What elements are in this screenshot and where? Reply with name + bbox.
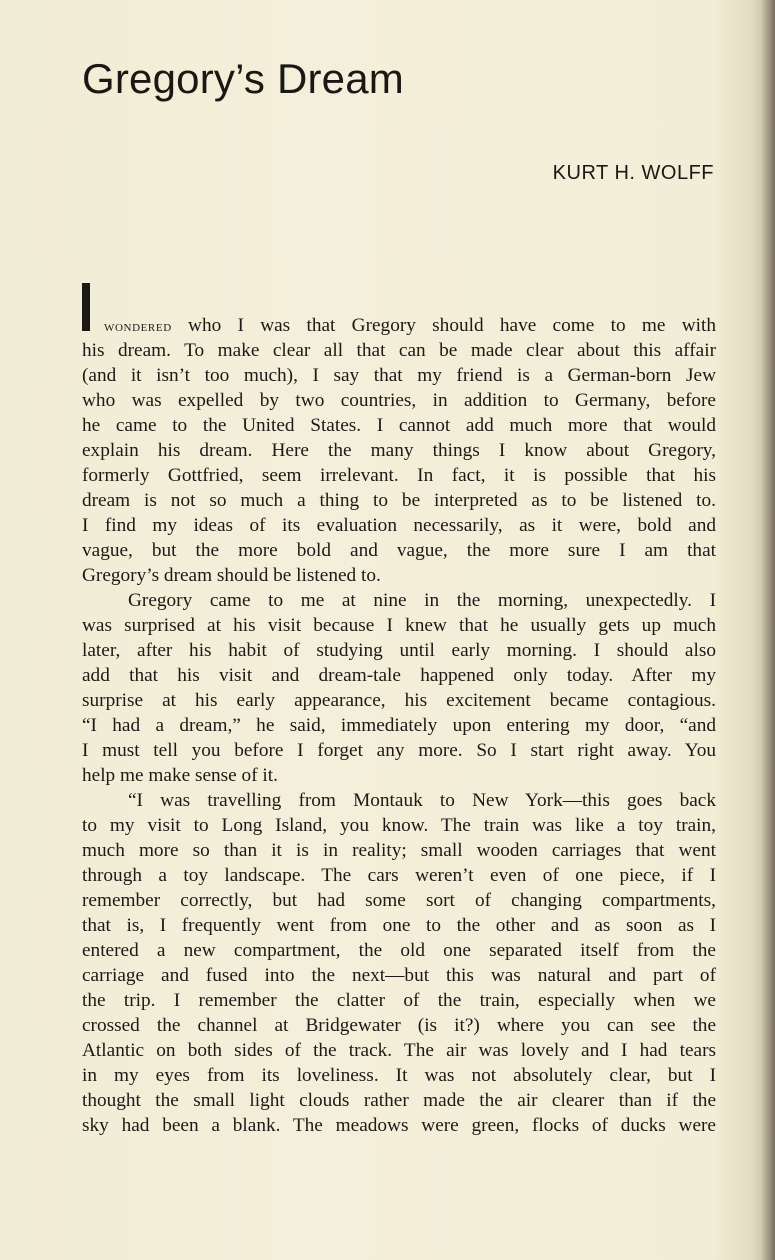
- text-line: surprise at his early appearance, his excitement became contagious.: [82, 690, 716, 711]
- text-line: help me make sense of it.: [82, 765, 278, 786]
- text-line: thought the small light clouds rather made the air clearer than if the: [82, 1090, 716, 1111]
- page-edge-shadow: [761, 0, 775, 1260]
- drop-cap: [82, 283, 90, 331]
- drop-cap-letter: [82, 283, 83, 284]
- text-line: he came to the United States. I cannot add much more that would: [82, 415, 716, 436]
- text-line: remember correctly, but had some sort of changing compartments,: [82, 890, 716, 911]
- text-line: crossed the channel at Bridgewater (is it?) where you can see the: [82, 1015, 716, 1036]
- text-line: sky had been a blank. The meadows were green, flocks of ducks were: [82, 1115, 716, 1136]
- paragraph: [82, 788, 716, 1138]
- text-line: “I had a dream,” he said, immediately upon entering my door, “and: [82, 715, 716, 736]
- text-line: who was expelled by two countries, in addition to Germany, before: [82, 390, 716, 411]
- opening-line-text: [104, 313, 716, 338]
- opening-word: wondered: [104, 319, 172, 335]
- text-line: in my eyes from its loveliness. It was not absolutely clear, but I: [82, 1065, 716, 1086]
- text-line: later, after his habit of studying until early morning. I should also: [82, 640, 716, 661]
- text-line: I must tell you before I forget any more. So I start right away. You: [82, 740, 716, 761]
- text-line: explain his dream. Here the many things I know about Gregory,: [82, 440, 716, 461]
- text-line: “I was travelling from Montauk to New York—this goes back: [128, 790, 716, 811]
- text-line: formerly Gottfried, seem irrelevant. In fact, it is possible that his: [82, 465, 716, 486]
- opening-line: [82, 283, 716, 336]
- article-author: KURT H. WOLFF: [552, 162, 714, 184]
- article-body: [82, 283, 716, 1138]
- article-title: Gregory’s Dream: [82, 55, 404, 102]
- text-line: entered a new compartment, the old one separated itself from the: [82, 940, 716, 961]
- text-line: to my visit to Long Island, you know. The train was like a toy train,: [82, 815, 716, 836]
- paragraph: [82, 588, 716, 788]
- text-line: that is, I frequently went from one to the other and as soon as I: [82, 915, 716, 936]
- text-line: I find my ideas of its evaluation necessarily, as it were, bold and: [82, 515, 716, 536]
- text-line: was surprised at his visit because I knew that he usually gets up much: [82, 615, 716, 636]
- text-line: the trip. I remember the clatter of the train, especially when we: [82, 990, 716, 1011]
- text-line: Gregory’s dream should be listened to.: [82, 565, 381, 586]
- paragraphs: [82, 338, 716, 1138]
- paragraph: [82, 338, 716, 588]
- text-line: his dream. To make clear all that can be made clear about this affair: [82, 340, 716, 361]
- text-line: vague, but the more bold and vague, the more sure I am that: [82, 540, 716, 561]
- text-line: Atlantic on both sides of the track. The air was lovely and I had tears: [82, 1040, 716, 1061]
- text-line: dream is not so much a thing to be interpreted as to be listened to.: [82, 490, 716, 511]
- opening-line-rest: who I was that Gregory should have come to me with: [188, 315, 716, 336]
- text-line: add that his visit and dream-tale happened only today. After my: [82, 665, 716, 686]
- text-line: through a toy landscape. The cars weren’t even of one piece, if I: [82, 865, 716, 886]
- text-line: Gregory came to me at nine in the morning, unexpectedly. I: [128, 590, 716, 611]
- text-line: (and it isn’t too much), I say that my friend is a German-born Jew: [82, 365, 716, 386]
- text-line: much more so than it is in reality; small wooden carriages that went: [82, 840, 716, 861]
- text-line: carriage and fused into the next—but this was natural and part of: [82, 965, 716, 986]
